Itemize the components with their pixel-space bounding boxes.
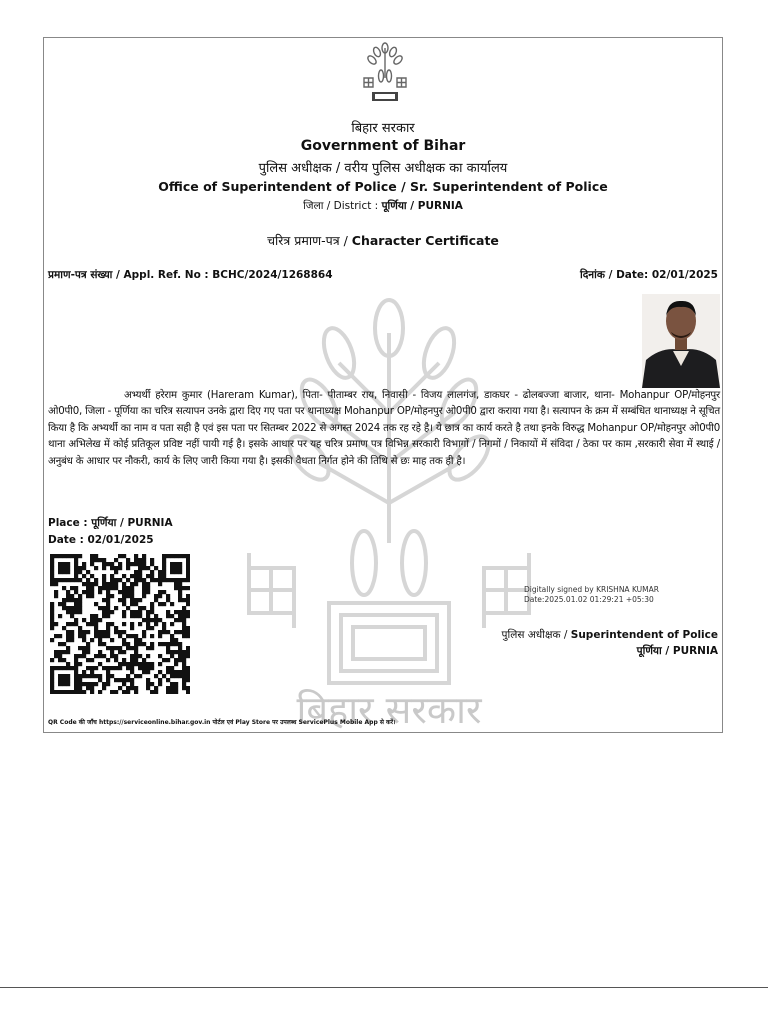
- certificate-title: [44, 232, 722, 249]
- english-government-title: Government of Bihar: [300, 138, 466, 154]
- certificate-title-hindi: चरित्र प्रमाण-पत्र /: [267, 233, 352, 248]
- qr-code-icon: [50, 554, 190, 694]
- qr-verification-note: QR Code की जाँच https://serviceonline.bihar.gov.in पोर्टल एवं Play Store पर उपलब्ध ServicePlus Mobile App से करें।: [48, 719, 396, 726]
- certificate-body: अभ्यर्थी हरेराम कुमार (Hareram Kumar), पिता- पीताम्बर राय, निवासी - विजय लालगंज, डाकघर - ढोलबज्जा बाजार, थाना- Mohanpur OP/मोहनपुर ओ0पी0, जिला - पूर्णिया का चरित्र सत्यापन उनके द्वारा दिए गए पता पर थानाध्यक्ष Mohanpur OP/मोहनपुर ओ0पी0 द्वारा कराया गया है। सत्यापन के क्रम में सम्बंधित थानाध्यक्ष ने सूचित किया है कि अभ्यर्थी का नाम व पता सही है एवं इस पता पर सितम्बर 2022 से अगस्त 2024 तक रह रहे है। ये छात्र का कार्य करते है तथा इनके विरुद्ध Mohanpur OP/मोहनपुर ओ0पी0 थाना अभिलेख में कोई प्रतिकूल प्रविष्ट नहीं पायी गई है। इसके आधार पर यह चरित्र प्रमाण पत्र विभिन्न सरकारी विभागों / निगमों / निकायों में संविदा / ठेका पर काम ,सरकारी सेवा में स्थाई / अनुबंध के आधार पर नौकरी, कार्य के लिए जारी किया गया है। इसकी वैधता निर्गत होने की तिथि से छः माह तक ही है।: [48, 390, 720, 467]
- english-office-title: Office of Superintendent of Police / Sr. Superintendent of Police: [158, 179, 608, 194]
- district-line: [44, 199, 722, 213]
- reference-label: प्रमाण-पत्र संख्या / Appl. Ref. No :: [48, 269, 213, 281]
- hindi-government-title: बिहार सरकार: [351, 121, 415, 136]
- signatory-title: [502, 628, 718, 642]
- district-value: पूर्णिया / PURNIA: [381, 200, 463, 212]
- reference-value: BCHC/2024/1268864: [212, 269, 333, 281]
- signatory-district: पूर्णिया / PURNIA: [636, 645, 718, 657]
- issue-date: [580, 268, 718, 282]
- page-divider: [0, 987, 768, 988]
- signatory-title-hindi: पुलिस अधीक्षक /: [501, 629, 571, 641]
- place-date-line: Date : 02/01/2025: [48, 534, 154, 546]
- digital-signature: [524, 585, 659, 605]
- bihar-emblem-icon: [356, 42, 414, 102]
- applicant-photo: [642, 294, 720, 388]
- place-line: Place : पूर्णिया / PURNIA: [48, 517, 173, 529]
- character-certificate: [43, 37, 723, 733]
- issue-date-label: दिनांक / Date:: [580, 269, 652, 281]
- district-label: जिला / District :: [303, 200, 382, 212]
- signatory-title-english: Superintendent of Police: [570, 629, 718, 641]
- bodhi-tree-watermark-icon: [229, 293, 549, 733]
- reference-number: [48, 268, 333, 282]
- certificate-title-english: Character Certificate: [351, 233, 499, 248]
- hindi-office-title: पुलिस अधीक्षक / वरीय पुलिस अधीक्षक का कार्यालय: [258, 161, 508, 176]
- digital-signature-name: Digitally signed by KRISHNA KUMAR: [524, 585, 659, 594]
- digital-signature-date: Date:2025.01.02 01:29:21 +05:30: [524, 595, 654, 604]
- issue-date-value: 02/01/2025: [651, 269, 718, 281]
- watermark-text: बिहार सरकार: [296, 688, 482, 732]
